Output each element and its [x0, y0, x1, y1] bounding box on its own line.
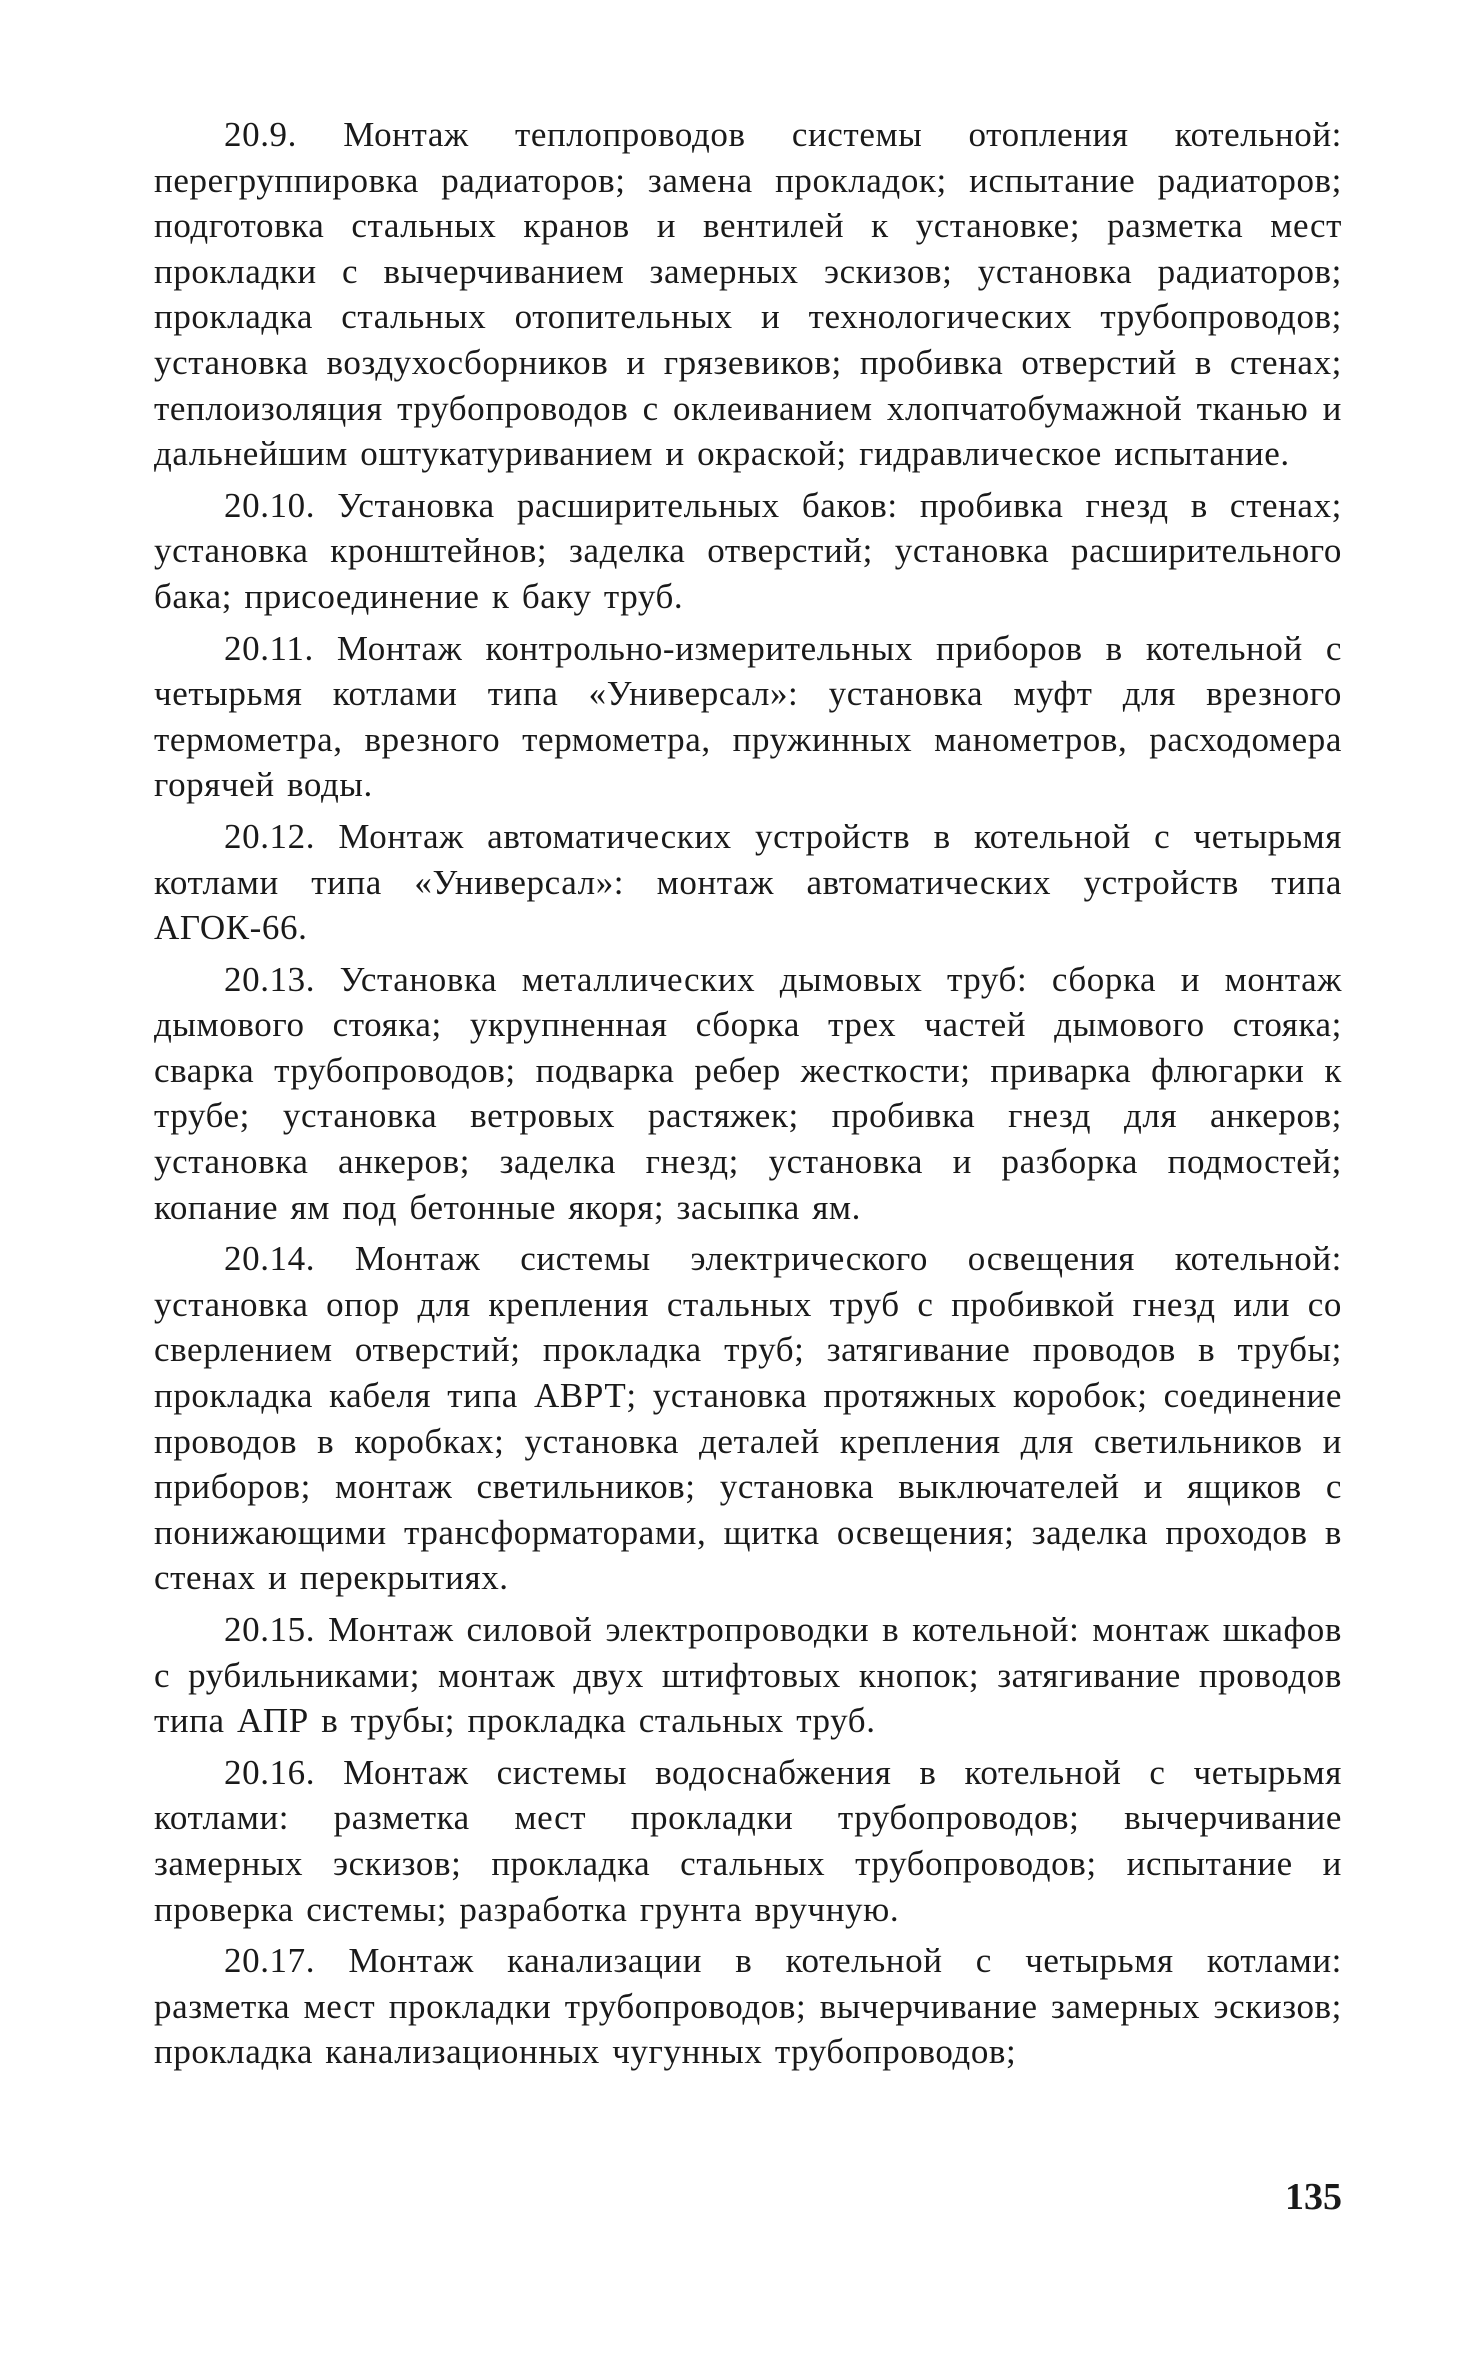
paragraph-text: Монтаж теплопроводов системы отопления котельной: перегруппировка радиаторов; замена прокладок; испытание радиаторов; подготовка стальных кранов и вентилей к установке; разметка мест прокладки с вычерчиванием замерных эскизов; установка радиаторов; прокладка стальных отопительных и технологических трубопроводов; установка воздухосборников и грязевиков; пробивка отверстий в стенах; теплоизоляция трубопроводов с оклеиванием хлопчатобумажной тканью и дальнейшим оштукатуриванием и окраской; гидравлическое испытание. — [154, 115, 1342, 474]
body-text — [154, 112, 1342, 2081]
paragraph-20-11 — [154, 626, 1342, 808]
paragraph-number: 20.9. — [224, 115, 297, 154]
paragraph-20-13 — [154, 957, 1342, 1231]
paragraph-text: Монтаж канализации в котельной с четырьмя котлами: разметка мест прокладки трубопроводов; вычерчивание замерных эскизов; прокладка канализационных чугунных трубопроводов; — [154, 1941, 1342, 2072]
paragraph-20-9 — [154, 112, 1342, 477]
page-number: 135 — [1285, 2176, 1342, 2218]
paragraph-20-10 — [154, 483, 1342, 620]
paragraph-text: Монтаж контрольно-измерительных приборов в котельной с четырьмя котлами типа «Универсал»: установка муфт для врезного термометра, врезного термометра, пружинных манометров, расходомера горячей воды. — [154, 628, 1342, 805]
paragraph-text: Установка металлических дымовых труб: сборка и монтаж дымового стояка; укрупненная сборка трех частей дымового стояка; сварка трубопроводов; подварка ребер жесткости; приварка флюгарки к трубе; установка ветровых растяжек; пробивка гнезд для анкеров; установка анкеров; заделка гнезд; установка и разборка подмостей; копание ям под бетонные якоря; засыпка ям. — [154, 959, 1342, 1227]
paragraph-number: 20.17. — [224, 1941, 316, 1981]
paragraph-text: Монтаж силовой электропроводки в котельной: монтаж шкафов с рубильниками; монтаж двух штифтовых кнопок; затягивание проводов типа АПР в трубы; прокладка стальных труб. — [154, 1610, 1342, 1741]
paragraph-20-17 — [154, 1938, 1342, 2075]
paragraph-number: 20.14. — [224, 1239, 316, 1279]
paragraph-20-16 — [154, 1750, 1342, 1932]
paragraph-number: 20.12. — [224, 816, 316, 856]
paragraph-20-12 — [154, 814, 1342, 951]
paragraph-number: 20.15. — [224, 1610, 316, 1649]
paragraph-text: Установка расширительных баков: пробивка гнезд в стенах; установка кронштейнов; заделка отверстий; установка расширительного бака; присоединение к баку труб. — [154, 485, 1342, 616]
paragraph-20-15 — [154, 1607, 1342, 1744]
paragraph-text: Монтаж системы электрического освещения котельной: установка опор для крепления стальных труб с пробивкой гнезд или со сверлением отверстий; прокладка труб; затягивание проводов в трубы; прокладка кабеля типа АВРТ; установка протяжных коробок; соединение проводов в коробках; установка деталей крепления для светильников и приборов; монтаж светильников; установка выключателей и ящиков с понижающими трансформаторами, щитка освещения; заделка проходов в стенах и перекрытиях. — [154, 1239, 1342, 1598]
paragraph-text: Монтаж автоматических устройств в котельной с четырьмя котлами типа «Универсал»: монтаж автоматических устройств типа АГОК-66. — [154, 816, 1342, 948]
paragraph-number: 20.10. — [224, 485, 316, 525]
paragraph-20-14 — [154, 1236, 1342, 1601]
paragraph-number: 20.11. — [224, 628, 314, 668]
paragraph-number: 20.13. — [224, 959, 316, 999]
paragraph-number: 20.16. — [224, 1752, 316, 1792]
paragraph-text: Монтаж системы водоснабжения в котельной с четырьмя котлами: разметка мест прокладки трубопроводов; вычерчивание замерных эскизов; прокладка стальных трубопроводов; испытание и проверка системы; разработка грунта вручную. — [154, 1752, 1342, 1929]
